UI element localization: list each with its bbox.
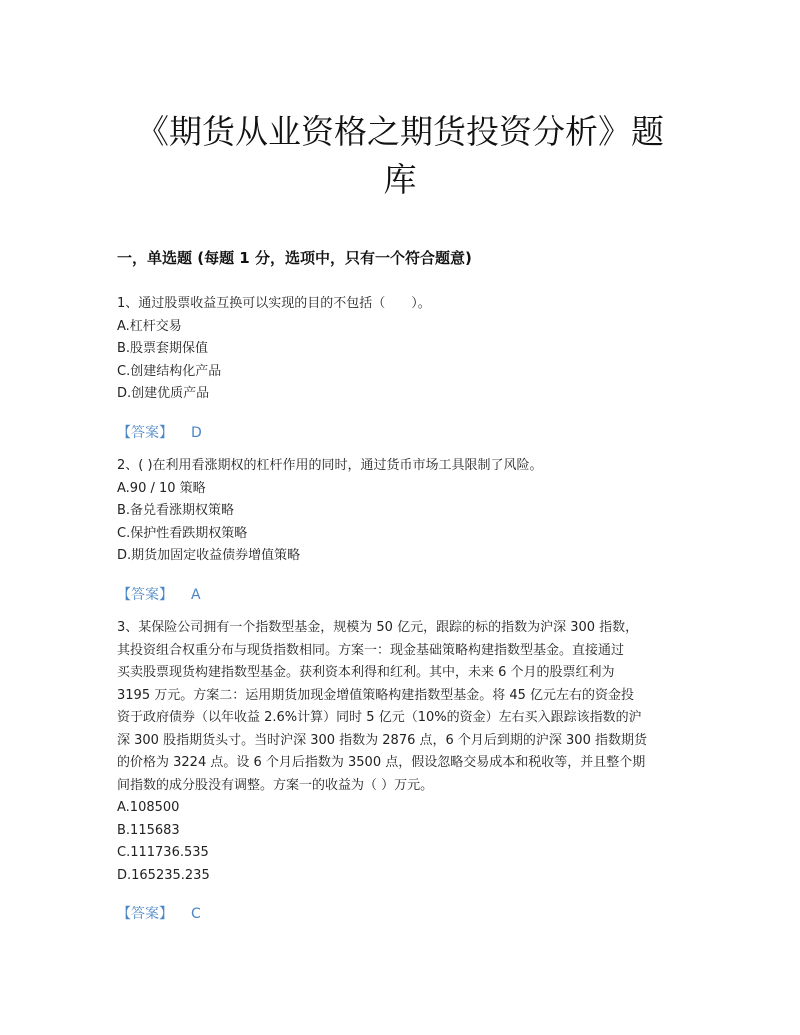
question-2: [117, 455, 687, 568]
option-a: A.108500: [117, 800, 180, 815]
question-stem-line: 间指数的成分股没有调整。方案一的收益为（ ）万元。: [117, 777, 434, 793]
option-c: C.保护性看跌期权策略: [117, 525, 248, 541]
question-stem-line: 3、某保险公司拥有一个指数型基金，规模为 50 亿元，跟踪的标的指数为沪深 300 指数，: [117, 620, 639, 635]
document-title-line1: 《期货从业资格之期货投资分析》题: [136, 112, 664, 151]
answer-value: C: [191, 906, 201, 922]
option-d: D.165235.235: [117, 867, 210, 883]
option-c: C.创建结构化产品: [117, 363, 222, 379]
option-d: D.期货加固定收益债券增值策略: [117, 548, 301, 563]
option-d: D.创建优质产品: [117, 386, 210, 401]
question-stem-line: 深 300 股指期货头寸。当时沪深 300 指数为 2876 点，6 个月后到期的沪深 300 指数期货: [117, 732, 647, 748]
answer-label: 【答案】: [117, 587, 173, 603]
question-3: [117, 617, 687, 887]
document-title-line2: 库: [383, 160, 417, 199]
question-1: [117, 293, 687, 406]
option-c: C.111736.535: [117, 845, 209, 860]
option-b: B.股票套期保值: [117, 341, 209, 356]
answer-value: D: [191, 425, 202, 441]
question-stem: 1、通过股票收益互换可以实现的目的不包括（ ）。: [117, 296, 431, 311]
answer-value: A: [191, 587, 201, 603]
option-b: B.备兑看涨期权策略: [117, 503, 235, 518]
option-a: A.90 / 10 策略: [117, 480, 206, 496]
answer-1: [117, 422, 202, 442]
question-stem-line: 3195 万元。方案二：运用期货加现金增值策略构建指数型基金。将 45 亿元左右的资金投: [117, 687, 635, 703]
option-b: B.115683: [117, 822, 180, 838]
question-stem-line: 资于政府债券（以年收益 2.6%计算）同时 5 亿元（10%的资金）左右买入跟踪该指数的沪: [117, 710, 642, 725]
question-stem-line: 其投资组合权重分布与现货指数相同。方案一：现金基础策略构建指数型基金。直接通过: [117, 642, 625, 658]
option-a: A.杠杆交易: [117, 318, 182, 334]
section-heading: 一，单选题 (每题 1 分，选项中，只有一个符合题意): [117, 249, 472, 267]
answer-label: 【答案】: [117, 425, 173, 441]
answer-3: [117, 903, 201, 923]
question-stem-line: 买卖股票现货构建指数型基金。获利资本利得和红利。其中，未来 6 个月的股票红利为: [117, 665, 615, 680]
answer-label: 【答案】: [117, 906, 173, 922]
answer-2: [117, 584, 201, 604]
question-stem: 2、( )在利用看涨期权的杠杆作用的同时，通过货币市场工具限制了风险。: [117, 458, 543, 473]
document-title: [100, 108, 700, 204]
question-stem-line: 的价格为 3224 点。设 6 个月后指数为 3500 点，假设忽略交易成本和税收等，并且整个期: [117, 755, 646, 770]
